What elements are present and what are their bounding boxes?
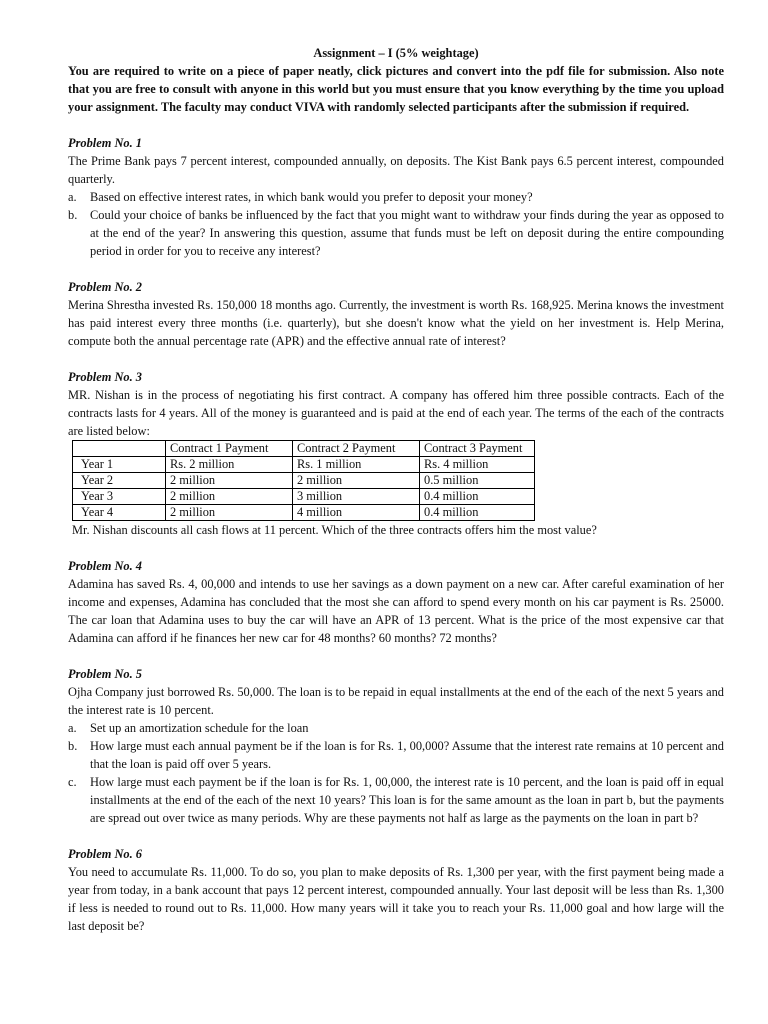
list-item [68,206,724,260]
table-cell: Rs. 4 million [420,457,535,473]
list-marker: b. [68,208,78,222]
list-item-text: How large must each payment be if the loan is for Rs. 1, 00,000, the interest rate is 10 percent, and the loan is paid off in equal installments at the end of the each of the next 10 years? This loan is for the same amount as the loan in part b, but the payments are spread out over twice as many periods. Why are these payments not half as large as the payments on the loan in part b? [90,775,724,825]
table-cell: 2 million [166,505,293,521]
list-item [68,719,724,737]
list-marker: a. [68,190,77,204]
assignment-title: Assignment – I (5% weightage) [313,46,479,60]
table-header-cell: Contract 2 Payment [293,441,420,457]
table-cell: Rs. 2 million [166,457,293,473]
problem-5-text: Ojha Company just borrowed Rs. 50,000. The loan is to be repaid in equal installments at the end of the each of the next 5 years and the interest rate is 10 percent. [68,685,724,717]
list-item [68,188,724,206]
table-cell: Year 3 [73,489,166,505]
table-cell: Rs. 1 million [293,457,420,473]
table-row [73,489,535,505]
table-row [73,473,535,489]
problem-6-text: You need to accumulate Rs. 11,000. To do so, you plan to make deposits of Rs. 1,300 per year, with the first payment being made a year from today, in a bank account that pays 12 percent interest, compounded annually. Your last deposit will be less than Rs. 1,300 if less is needed to round out to Rs. 11,000. How many years will it take you to reach your Rs. 11,000 goal and how large will the last deposit be? [68,865,724,933]
list-marker: b. [68,739,78,753]
document-page [68,44,724,935]
problem-3-question: Mr. Nishan discounts all cash flows at 11 percent. Which of the three contracts offers him the most value? [72,523,597,537]
problem-6-heading: Problem No. 6 [68,847,142,861]
table-cell: 3 million [293,489,420,505]
table-cell: 4 million [293,505,420,521]
table-header-cell: Contract 3 Payment [420,441,535,457]
list-item [68,773,724,827]
problem-4-heading: Problem No. 4 [68,559,142,573]
problem-2-heading: Problem No. 2 [68,280,142,294]
table-cell: 2 million [166,489,293,505]
table-header-cell: Contract 1 Payment [166,441,293,457]
problem-5-list [68,719,724,827]
table-cell: 0.5 million [420,473,535,489]
table-cell: Year 1 [73,457,166,473]
list-item-text: Set up an amortization schedule for the loan [90,721,309,735]
table-header-cell [73,441,166,457]
list-item-text: Could your choice of banks be influenced by the fact that you might want to withdraw your finds during the year as opposed to at the end of the year? In answering this question, assume that funds must be left on deposit during the entire compounding period in order for you to receive any interest? [90,208,724,258]
table-row [73,505,535,521]
table-row [73,457,535,473]
problem-1-text: The Prime Bank pays 7 percent interest, compounded annually, on deposits. The Kist Bank pays 6.5 percent interest, compounded quarterly. [68,154,724,186]
list-marker: a. [68,721,77,735]
list-item-text: Based on effective interest rates, in which bank would you prefer to deposit your money? [90,190,533,204]
list-item [68,737,724,773]
problem-3-text: MR. Nishan is in the process of negotiating his first contract. A company has offered him three possible contracts. Each of the contracts lasts for 4 years. All of the money is guaranteed and is paid at the end of each year. The terms of the each of the contracts are listed below: [68,388,724,438]
table-cell: 0.4 million [420,489,535,505]
problem-4-text: Adamina has saved Rs. 4, 00,000 and intends to use her savings as a down payment on a new car. After careful examination of her income and expenses, Adamina has concluded that the most she can afford to spend every month on his car payment is Rs. 25000. The car loan that Adamina uses to buy the car will have an APR of 13 percent. What is the price of the most expensive car that Adamina can afford if he finances her new car for 48 months? 60 months? 72 months? [68,577,724,645]
table-header-row [73,441,535,457]
problem-1-heading: Problem No. 1 [68,136,142,150]
contracts-table [72,440,535,521]
assignment-instructions: You are required to write on a piece of paper neatly, click pictures and convert into the pdf file for submission. Also note that you are free to consult with anyone in this world but you must ensure that you know everything by the time you upload your assignment. The faculty may conduct VIVA with randomly selected participants after the submission if required. [68,64,724,114]
table-cell: 2 million [166,473,293,489]
list-marker: c. [68,775,77,789]
table-cell: Year 4 [73,505,166,521]
problem-1-list [68,188,724,260]
table-cell: Year 2 [73,473,166,489]
problem-5-heading: Problem No. 5 [68,667,142,681]
problem-3-heading: Problem No. 3 [68,370,142,384]
table-cell: 2 million [293,473,420,489]
list-item-text: How large must each annual payment be if the loan is for Rs. 1, 00,000? Assume that the interest rate remains at 10 percent and that the loan is paid off over 5 years. [90,739,724,771]
table-cell: 0.4 million [420,505,535,521]
problem-2-text: Merina Shrestha invested Rs. 150,000 18 months ago. Currently, the investment is worth Rs. 168,925. Merina knows the investment has paid interest every three months (i.e. quarterly), but she doesn't know what the yield on her investment is. Help Merina, compute both the annual percentage rate (APR) and the effective annual rate of interest? [68,298,724,348]
